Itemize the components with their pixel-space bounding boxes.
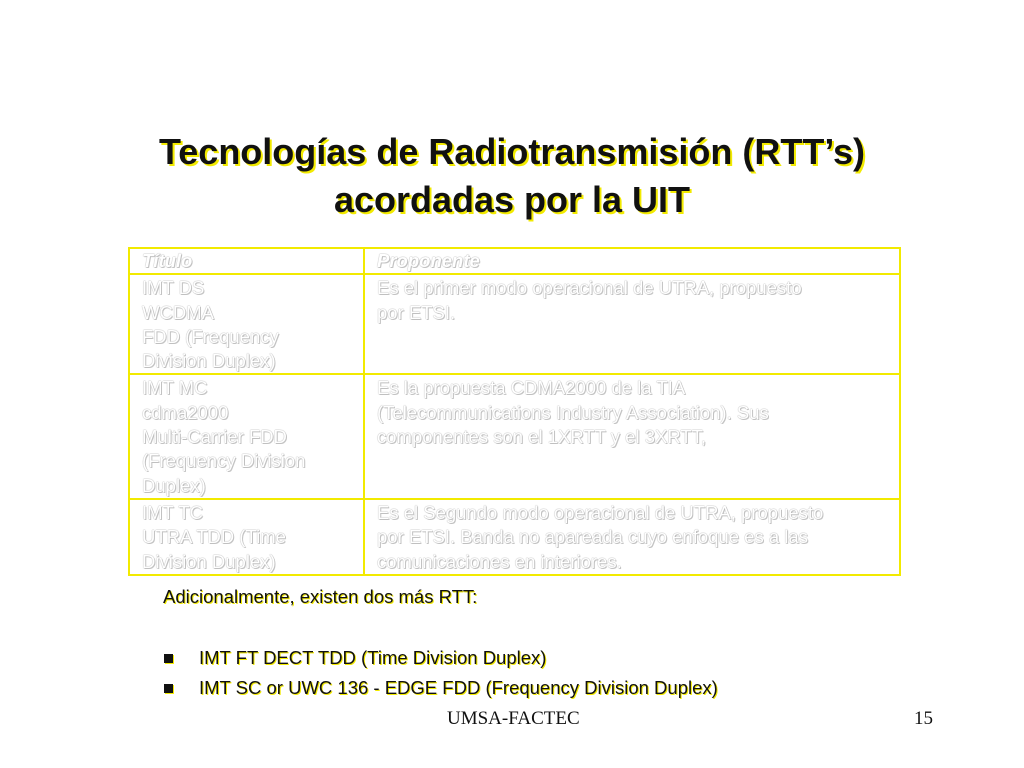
rtt-table: [128, 247, 901, 576]
cell-line: Division Duplex): [142, 350, 276, 372]
cell-line: UTRA TDD (Time: [142, 526, 286, 548]
table-header-row: [129, 248, 900, 274]
list-item: [160, 643, 718, 673]
table-row: [129, 274, 900, 374]
cell-line: comunicaciones en interiores.: [377, 550, 622, 572]
additional-intro: Adicionalmente, existen dos más RTT:: [163, 586, 478, 607]
column-header-proponente: Proponente: [364, 248, 900, 274]
cell-line: WCDMA: [142, 301, 214, 323]
page-number: 15: [914, 708, 933, 729]
footer-label: UMSA-FACTEC: [447, 708, 580, 729]
slide-title-line-1: Tecnologías de Radiotransmisión (RTT’s): [158, 131, 866, 172]
cell-line: IMT DS: [142, 277, 205, 299]
additional-list: [160, 643, 718, 703]
list-item-text: IMT SC or UWC 136 - EDGE FDD (Frequency Division Duplex): [199, 677, 718, 698]
table-cell-title: [129, 499, 364, 575]
cell-line: FDD (Frequency: [142, 325, 279, 347]
table-cell-title: [129, 374, 364, 498]
cell-line: Multi-Carrier FDD: [142, 426, 287, 448]
table-cell-proponent: [364, 274, 900, 374]
cell-line: (Frequency Division: [142, 450, 306, 472]
square-bullet-icon: [164, 654, 173, 663]
square-bullet-icon: [164, 684, 173, 693]
list-item-text: IMT FT DECT TDD (Time Division Duplex): [199, 647, 547, 668]
cell-line: cdma2000: [142, 401, 229, 423]
cell-line: Es el Segundo modo operacional de UTRA, propuesto: [377, 501, 824, 523]
cell-line: componentes son el 1XRTT y el 3XRTT,: [377, 426, 707, 448]
slide-title-line-2: acordadas por la UIT: [333, 179, 691, 220]
table-cell-title: [129, 274, 364, 374]
table-row: [129, 499, 900, 575]
cell-line: Duplex): [142, 474, 206, 496]
cell-line: Es el primer modo operacional de UTRA, propuesto: [377, 277, 802, 299]
list-item: [160, 673, 718, 703]
table-cell-proponent: [364, 374, 900, 498]
column-header-titulo: Título: [129, 248, 364, 274]
table-row: [129, 374, 900, 498]
cell-line: Es la propuesta CDMA2000 de la TIA: [377, 377, 686, 399]
slide-title: [60, 128, 964, 224]
cell-line: IMT MC: [142, 377, 208, 399]
cell-line: Division Duplex): [142, 550, 276, 572]
cell-line: por ETSI.: [377, 301, 456, 323]
cell-line: (Telecommunications Industry Association). Sus: [377, 401, 769, 423]
cell-line: IMT TC: [142, 501, 203, 523]
table-cell-proponent: [364, 499, 900, 575]
cell-line: por ETSI. Banda no apareada cuyo enfoque es a las: [377, 526, 808, 548]
